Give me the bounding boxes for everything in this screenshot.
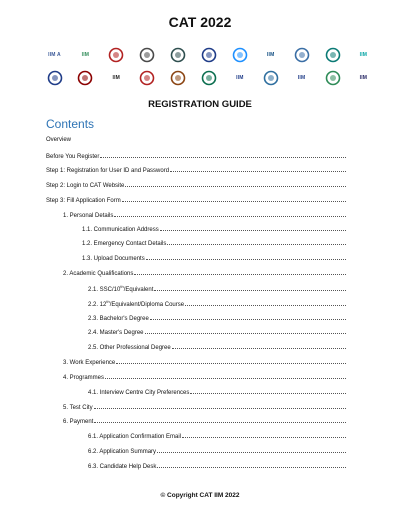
toc-entry[interactable]	[88, 447, 346, 457]
toc-entry-label[interactable]	[88, 390, 189, 396]
toc-entry-label[interactable]	[63, 419, 93, 425]
toc-entry-label[interactable]	[46, 137, 71, 143]
toc-entry[interactable]	[46, 137, 346, 147]
toc-entry-label[interactable]	[63, 271, 133, 277]
toc-entry[interactable]	[88, 284, 346, 294]
toc-entry-label[interactable]	[88, 434, 181, 440]
toc-entry-text: 1.3. Upload Documents	[82, 256, 145, 262]
toc-entry-text: 2.2. 12	[88, 302, 107, 308]
page-title: CAT 2022	[168, 14, 232, 30]
toc-entry-label[interactable]	[63, 213, 113, 219]
toc-dot-leader	[94, 417, 346, 423]
toc-entry[interactable]	[88, 343, 346, 353]
logo-text: IIM	[297, 75, 306, 81]
toc-entry[interactable]	[88, 328, 346, 338]
logo-text: IIM	[112, 75, 121, 81]
toc-entry-label[interactable]	[82, 241, 166, 247]
toc-entry-label[interactable]	[88, 316, 149, 322]
toc-entry-text: Step 1: Registration for User ID and Password	[46, 168, 170, 174]
toc-entry-label[interactable]	[46, 183, 124, 189]
toc-entry-label[interactable]	[88, 449, 156, 455]
toc-entry[interactable]	[46, 181, 346, 191]
toc-entry-text: 4.1. Interview Centre City Preferences	[88, 390, 190, 396]
toc-entry-label[interactable]	[63, 360, 115, 366]
toc-entry-label[interactable]	[88, 299, 184, 308]
toc-entry-text: 6.2. Application Summary	[88, 449, 157, 455]
toc-entry-superscript: th	[120, 284, 124, 289]
toc-entry-text: 2. Academic Qualifications	[63, 271, 134, 277]
logo-text: IIM	[236, 75, 244, 81]
toc-dot-leader	[185, 300, 346, 306]
toc-dot-leader	[182, 432, 346, 438]
toc-entry[interactable]	[63, 403, 346, 413]
toc-dot-leader	[100, 152, 346, 158]
toc-entry-label[interactable]	[82, 256, 145, 262]
toc-entry-superscript: th	[106, 299, 110, 304]
toc-entry[interactable]	[46, 196, 346, 206]
toc-dot-leader	[150, 314, 346, 320]
logo-text: IIM A	[48, 52, 61, 58]
toc-entry-text: 2.5. Other Professional Degree	[88, 345, 171, 351]
toc-entry[interactable]	[88, 462, 346, 472]
toc-entry-label[interactable]	[46, 154, 99, 160]
toc-entry-label[interactable]	[88, 284, 153, 293]
logo-text: IIM	[81, 52, 90, 58]
toc-dot-leader	[190, 388, 346, 394]
toc-entry-label[interactable]	[88, 464, 156, 470]
toc-dot-leader	[170, 166, 346, 172]
footer-copyright: © Copyright CAT IIM 2022	[160, 492, 240, 499]
toc-entry-text-suffix: /Equivalent/Diploma Course	[109, 302, 185, 308]
guide-title: REGISTRATION GUIDE	[148, 99, 252, 110]
toc-entry-label[interactable]	[63, 405, 93, 411]
toc-entry-text: Step 2: Login to CAT Website	[46, 183, 125, 189]
toc-dot-leader	[154, 285, 346, 291]
toc-entry-label[interactable]	[63, 375, 104, 381]
toc-dot-leader	[94, 403, 346, 409]
toc-dot-leader	[146, 254, 346, 260]
toc-dot-leader	[160, 225, 346, 231]
toc-entry[interactable]	[82, 239, 346, 249]
toc-entry[interactable]	[88, 432, 346, 442]
toc-entry[interactable]	[63, 373, 346, 383]
toc-entry-text-suffix: /Equivalent	[123, 287, 154, 293]
toc-entry-text: 4. Programmes	[63, 375, 105, 381]
toc-entry[interactable]	[63, 358, 346, 368]
toc-dot-leader	[167, 239, 346, 245]
toc-dot-leader	[172, 343, 346, 349]
contents-heading: Contents	[46, 117, 95, 131]
toc-dot-leader	[145, 328, 346, 334]
toc-entry-text: 3. Work Experience	[63, 360, 116, 366]
logo-text: IIM	[359, 52, 368, 58]
toc-entry-text: 2.3. Bachelor's Degree	[88, 316, 149, 322]
toc-entry-text: 1.1. Communication Address	[82, 227, 159, 233]
toc-entry[interactable]	[46, 152, 346, 162]
toc-entry-text: 2.4. Master's Degree	[88, 330, 144, 336]
toc-entry-text: 5. Test City	[63, 405, 93, 411]
toc-dot-leader	[116, 358, 346, 364]
toc-entry[interactable]	[63, 417, 346, 427]
toc-entry-label[interactable]	[46, 198, 121, 204]
logo-text: IIM	[266, 52, 275, 58]
toc-dot-leader	[114, 211, 346, 217]
toc-entry[interactable]	[63, 269, 346, 279]
toc-entry[interactable]	[88, 314, 346, 324]
toc-dot-leader	[105, 373, 346, 379]
toc-entry-text: Overview	[46, 137, 72, 143]
toc-entry[interactable]	[88, 299, 346, 309]
toc-entry[interactable]	[63, 211, 346, 221]
toc-entry-text: 1. Personal Details	[63, 213, 114, 219]
toc-entry[interactable]	[82, 254, 346, 264]
toc-dot-leader	[157, 462, 346, 468]
toc-dot-leader	[134, 269, 346, 275]
toc-entry-text: Step 3: Fill Application Form	[46, 198, 121, 204]
toc-entry-label[interactable]	[46, 168, 169, 174]
toc-entry-label[interactable]	[88, 345, 171, 351]
toc-entry[interactable]	[88, 388, 346, 398]
toc-dot-leader	[122, 196, 346, 202]
toc-dot-leader	[157, 447, 346, 453]
toc-entry-text: 6.1. Application Confirmation Email	[88, 434, 182, 440]
toc-entry-text: 6. Payment	[63, 419, 94, 425]
toc-entry-label[interactable]	[88, 330, 144, 336]
toc-entry-label[interactable]	[82, 227, 159, 233]
toc-entry[interactable]	[82, 225, 346, 235]
toc-entry-text: 2.1. SSC/10	[88, 287, 121, 293]
toc-dot-leader	[125, 181, 346, 187]
toc-entry-text: 1.2. Emergency Contact Details	[82, 241, 167, 247]
toc-entry-text: Before You Register	[46, 154, 100, 160]
logo-text: IIM	[359, 75, 368, 81]
toc-entry[interactable]	[46, 166, 346, 176]
toc-entry-text: 6.3. Candidate Help Desk	[88, 464, 157, 470]
